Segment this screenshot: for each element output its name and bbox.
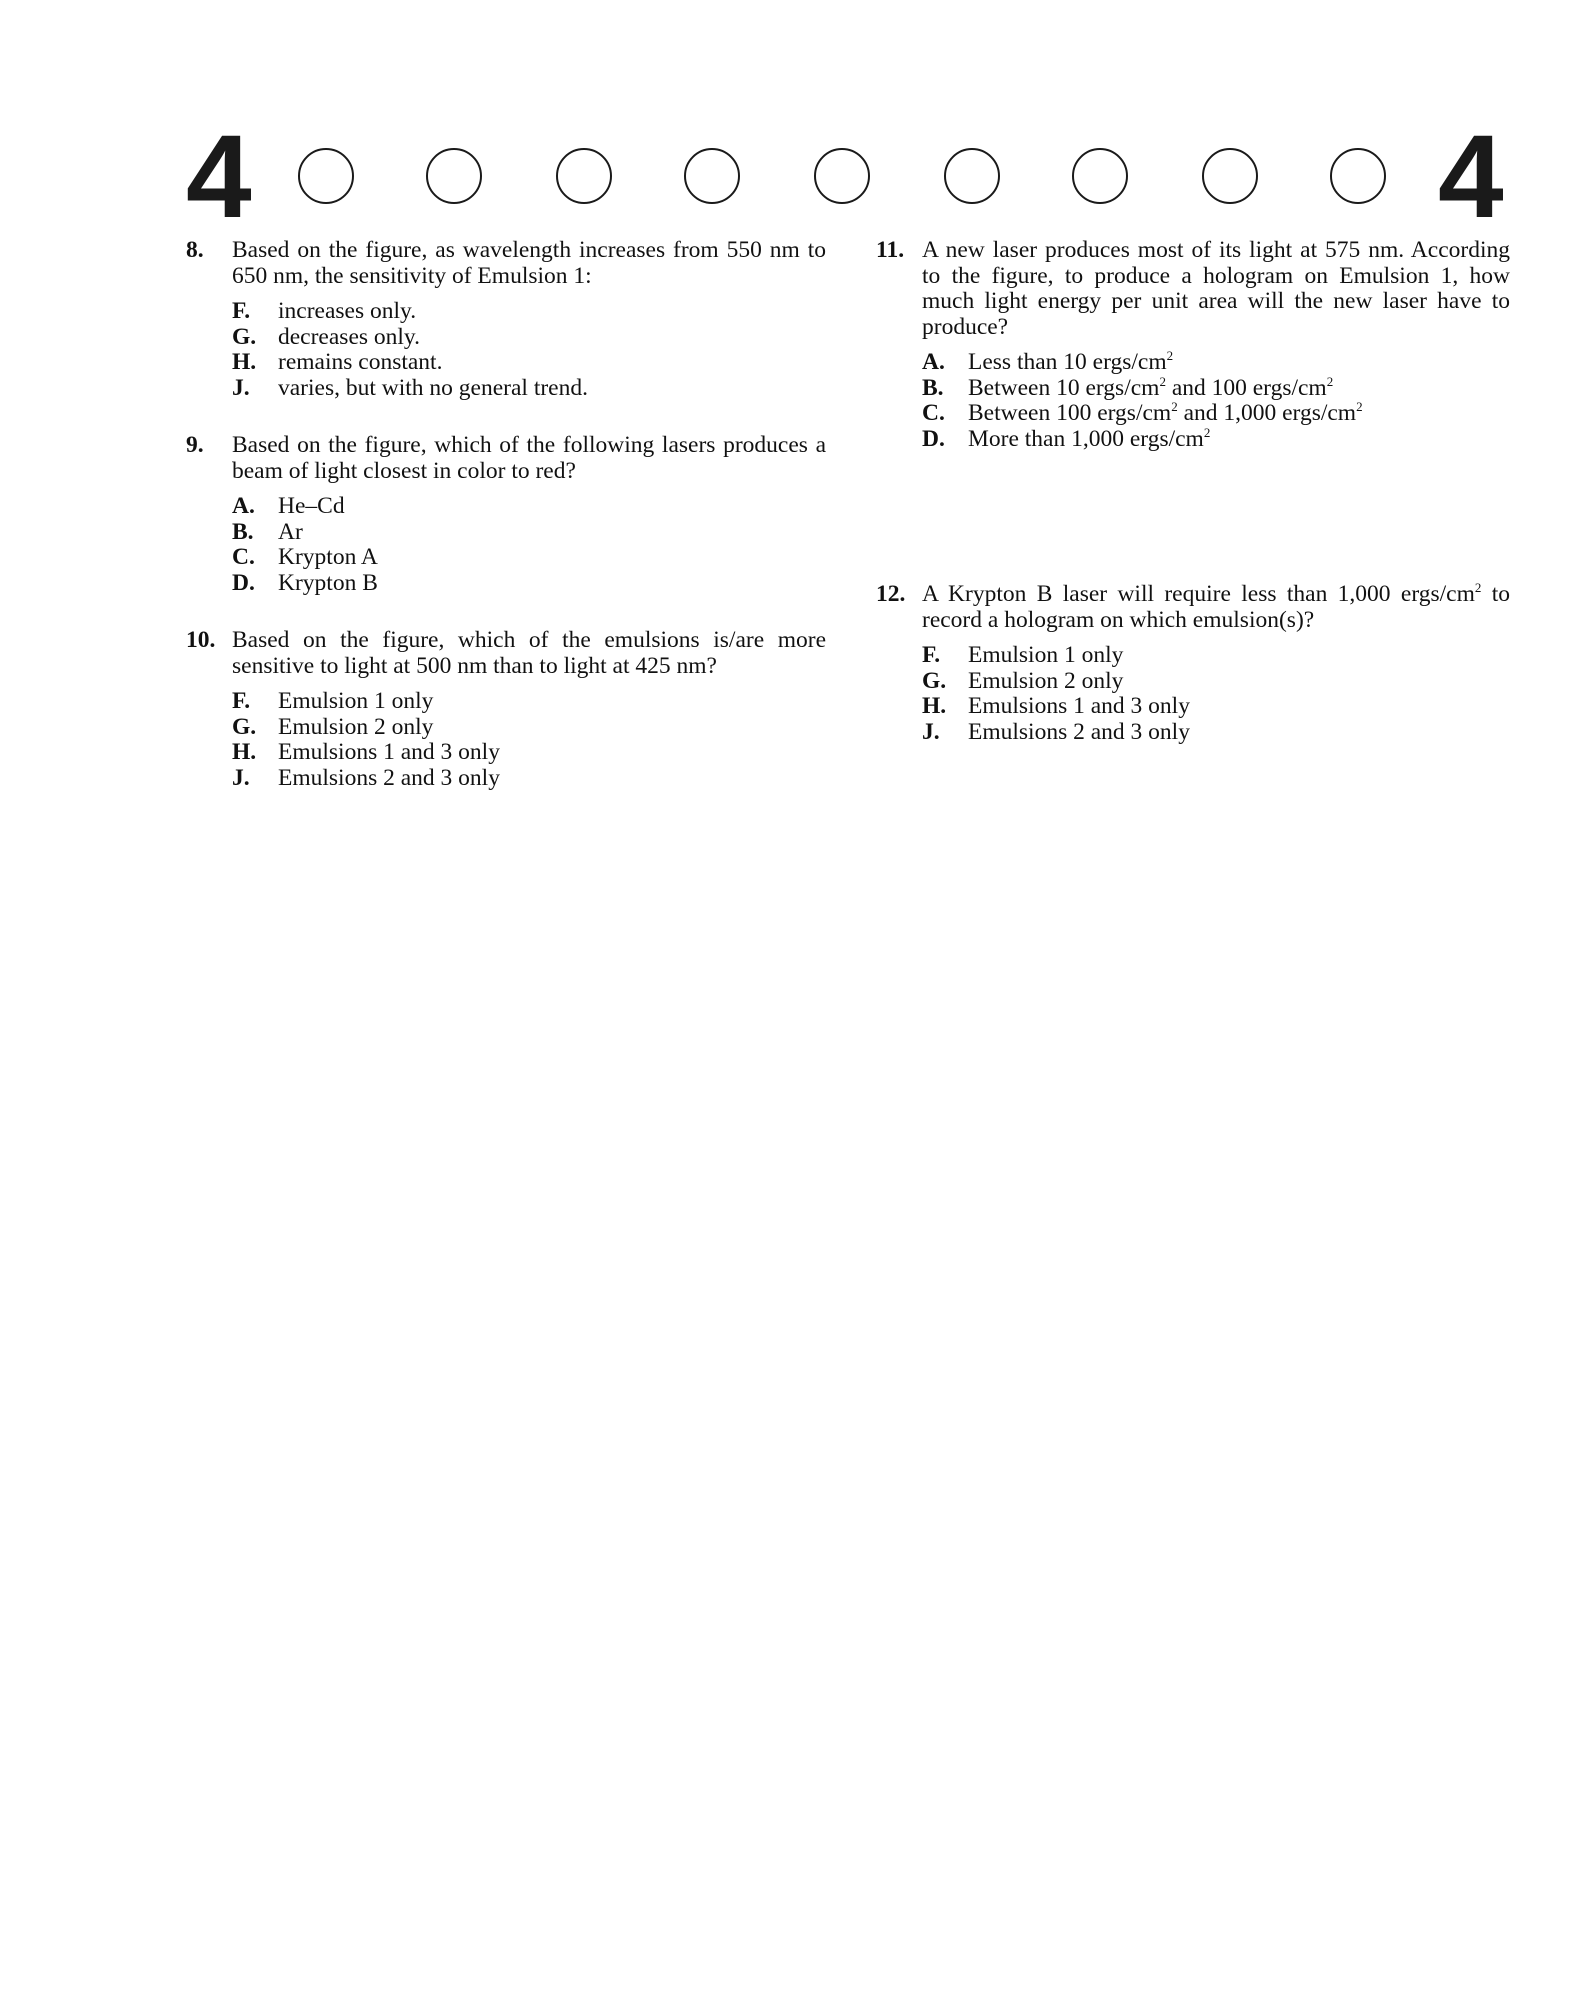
- option-label: H.: [232, 739, 257, 765]
- answer-option[interactable]: [232, 715, 826, 741]
- answer-option[interactable]: [922, 669, 1510, 695]
- answer-option[interactable]: [232, 766, 826, 792]
- question-number: 8.: [186, 237, 204, 263]
- option-text: Krypton B: [278, 569, 378, 596]
- option-label: G.: [232, 713, 257, 740]
- answer-option[interactable]: [922, 694, 1510, 720]
- answer-option[interactable]: [232, 376, 826, 402]
- answer-option[interactable]: [232, 325, 826, 351]
- answer-options: [186, 299, 826, 401]
- option-text: varies, but with no general trend.: [278, 374, 588, 401]
- header-circle: [814, 148, 870, 204]
- answer-option[interactable]: [922, 373, 1510, 402]
- answer-option[interactable]: [232, 689, 826, 715]
- option-label: B.: [232, 518, 254, 545]
- answer-option[interactable]: [922, 643, 1510, 669]
- option-text: Emulsions 2 and 3 only: [968, 718, 1190, 745]
- option-label: F.: [232, 298, 251, 324]
- option-label: F.: [232, 688, 251, 714]
- option-text: Emulsion 1 only: [278, 688, 434, 714]
- option-text: Emulsion 2 only: [968, 667, 1124, 694]
- answer-option[interactable]: [922, 350, 1510, 376]
- option-text: Emulsions 1 and 3 only: [278, 739, 500, 765]
- option-text: Emulsion 2 only: [278, 713, 434, 740]
- answer-option[interactable]: [232, 350, 826, 376]
- option-label: J.: [922, 718, 940, 745]
- option-text: decreases only.: [278, 323, 421, 350]
- question-text: A Krypton B laser will require less than 1,000 ergs/$cm^2$ to record a hologram on which emulsion(s)?: [922, 580, 1516, 633]
- question-number: 12.: [876, 581, 906, 607]
- header-circle: [944, 148, 1000, 204]
- question-text: Based on the figure, which of the emulsions is/are more sensitive to light at 500 nm than to light at 425 nm?: [232, 627, 826, 679]
- option-text: increases only.: [278, 298, 417, 324]
- question-number: 11.: [876, 237, 905, 263]
- option-label: A.: [922, 349, 945, 375]
- section-number-left: 4: [186, 111, 252, 243]
- option-label: H.: [922, 693, 947, 719]
- option-text: Ar: [278, 518, 303, 545]
- question-10: [186, 628, 826, 791]
- option-text: More than 1,000 ergs/$cm^2$: [968, 424, 1211, 452]
- option-text: Emulsions 1 and 3 only: [968, 693, 1190, 719]
- option-text: remains constant.: [278, 349, 443, 375]
- option-label: B.: [922, 374, 944, 401]
- question-text: Based on the figure, as wavelength increases from 550 nm to 650 nm, the sensitivity of Emulsion 1:: [232, 237, 826, 289]
- question-12: [876, 580, 1516, 745]
- option-label: D.: [232, 569, 255, 596]
- answer-options: [186, 689, 826, 791]
- option-text: Between 100 ergs/$cm^2$ and 1,000 ergs/$cm^2$: [968, 399, 1363, 426]
- left-column: [186, 238, 826, 823]
- section-number-right: 4: [1438, 111, 1504, 243]
- header-circle: [298, 148, 354, 204]
- option-label: D.: [922, 425, 945, 452]
- header-circle: [684, 148, 740, 204]
- option-label: A.: [232, 493, 255, 519]
- answer-option[interactable]: [922, 401, 1510, 427]
- answer-option[interactable]: [232, 571, 826, 597]
- option-label: F.: [922, 642, 941, 668]
- question-8: [186, 238, 826, 401]
- answer-option[interactable]: [232, 545, 826, 571]
- option-label: C.: [922, 400, 945, 426]
- option-label: G.: [922, 667, 947, 694]
- question-text: Based on the figure, which of the following lasers produces a beam of light closest in color to red?: [232, 432, 826, 484]
- option-label: H.: [232, 349, 257, 375]
- answer-option[interactable]: [922, 424, 1510, 453]
- answer-options: [876, 643, 1510, 745]
- option-label: C.: [232, 544, 255, 570]
- option-text: Less than 10 ergs/$cm^2$: [968, 348, 1174, 375]
- header-circle: [1072, 148, 1128, 204]
- option-text: Krypton A: [278, 544, 378, 570]
- header-circle: [1202, 148, 1258, 204]
- header-circle: [1330, 148, 1386, 204]
- answer-options: [186, 494, 826, 596]
- option-text: Emulsion 1 only: [968, 642, 1124, 668]
- option-text: Emulsions 2 and 3 only: [278, 764, 500, 791]
- question-number: 9.: [186, 432, 204, 458]
- header-circle: [556, 148, 612, 204]
- answer-option[interactable]: [922, 720, 1510, 746]
- option-label: J.: [232, 374, 250, 401]
- question-9: [186, 433, 826, 596]
- question-text: A new laser produces most of its light at 575 nm. According to the figure, to produce a hologram on Emulsion 1, how much light energy per unit area will the new laser have to produce?: [922, 237, 1510, 340]
- option-text: He–Cd: [278, 493, 345, 519]
- question-11: [876, 238, 1510, 452]
- header-circle: [426, 148, 482, 204]
- answer-option[interactable]: [232, 494, 826, 520]
- answer-option[interactable]: [232, 520, 826, 546]
- answer-options: [876, 350, 1510, 452]
- question-number: 10.: [186, 627, 216, 653]
- right-column: [876, 237, 1516, 777]
- option-label: J.: [232, 764, 250, 791]
- answer-option[interactable]: [232, 299, 826, 325]
- answer-option[interactable]: [232, 740, 826, 766]
- option-text: Between 10 ergs/$cm^2$ and 100 ergs/$cm^2$: [968, 373, 1334, 401]
- option-label: G.: [232, 323, 257, 350]
